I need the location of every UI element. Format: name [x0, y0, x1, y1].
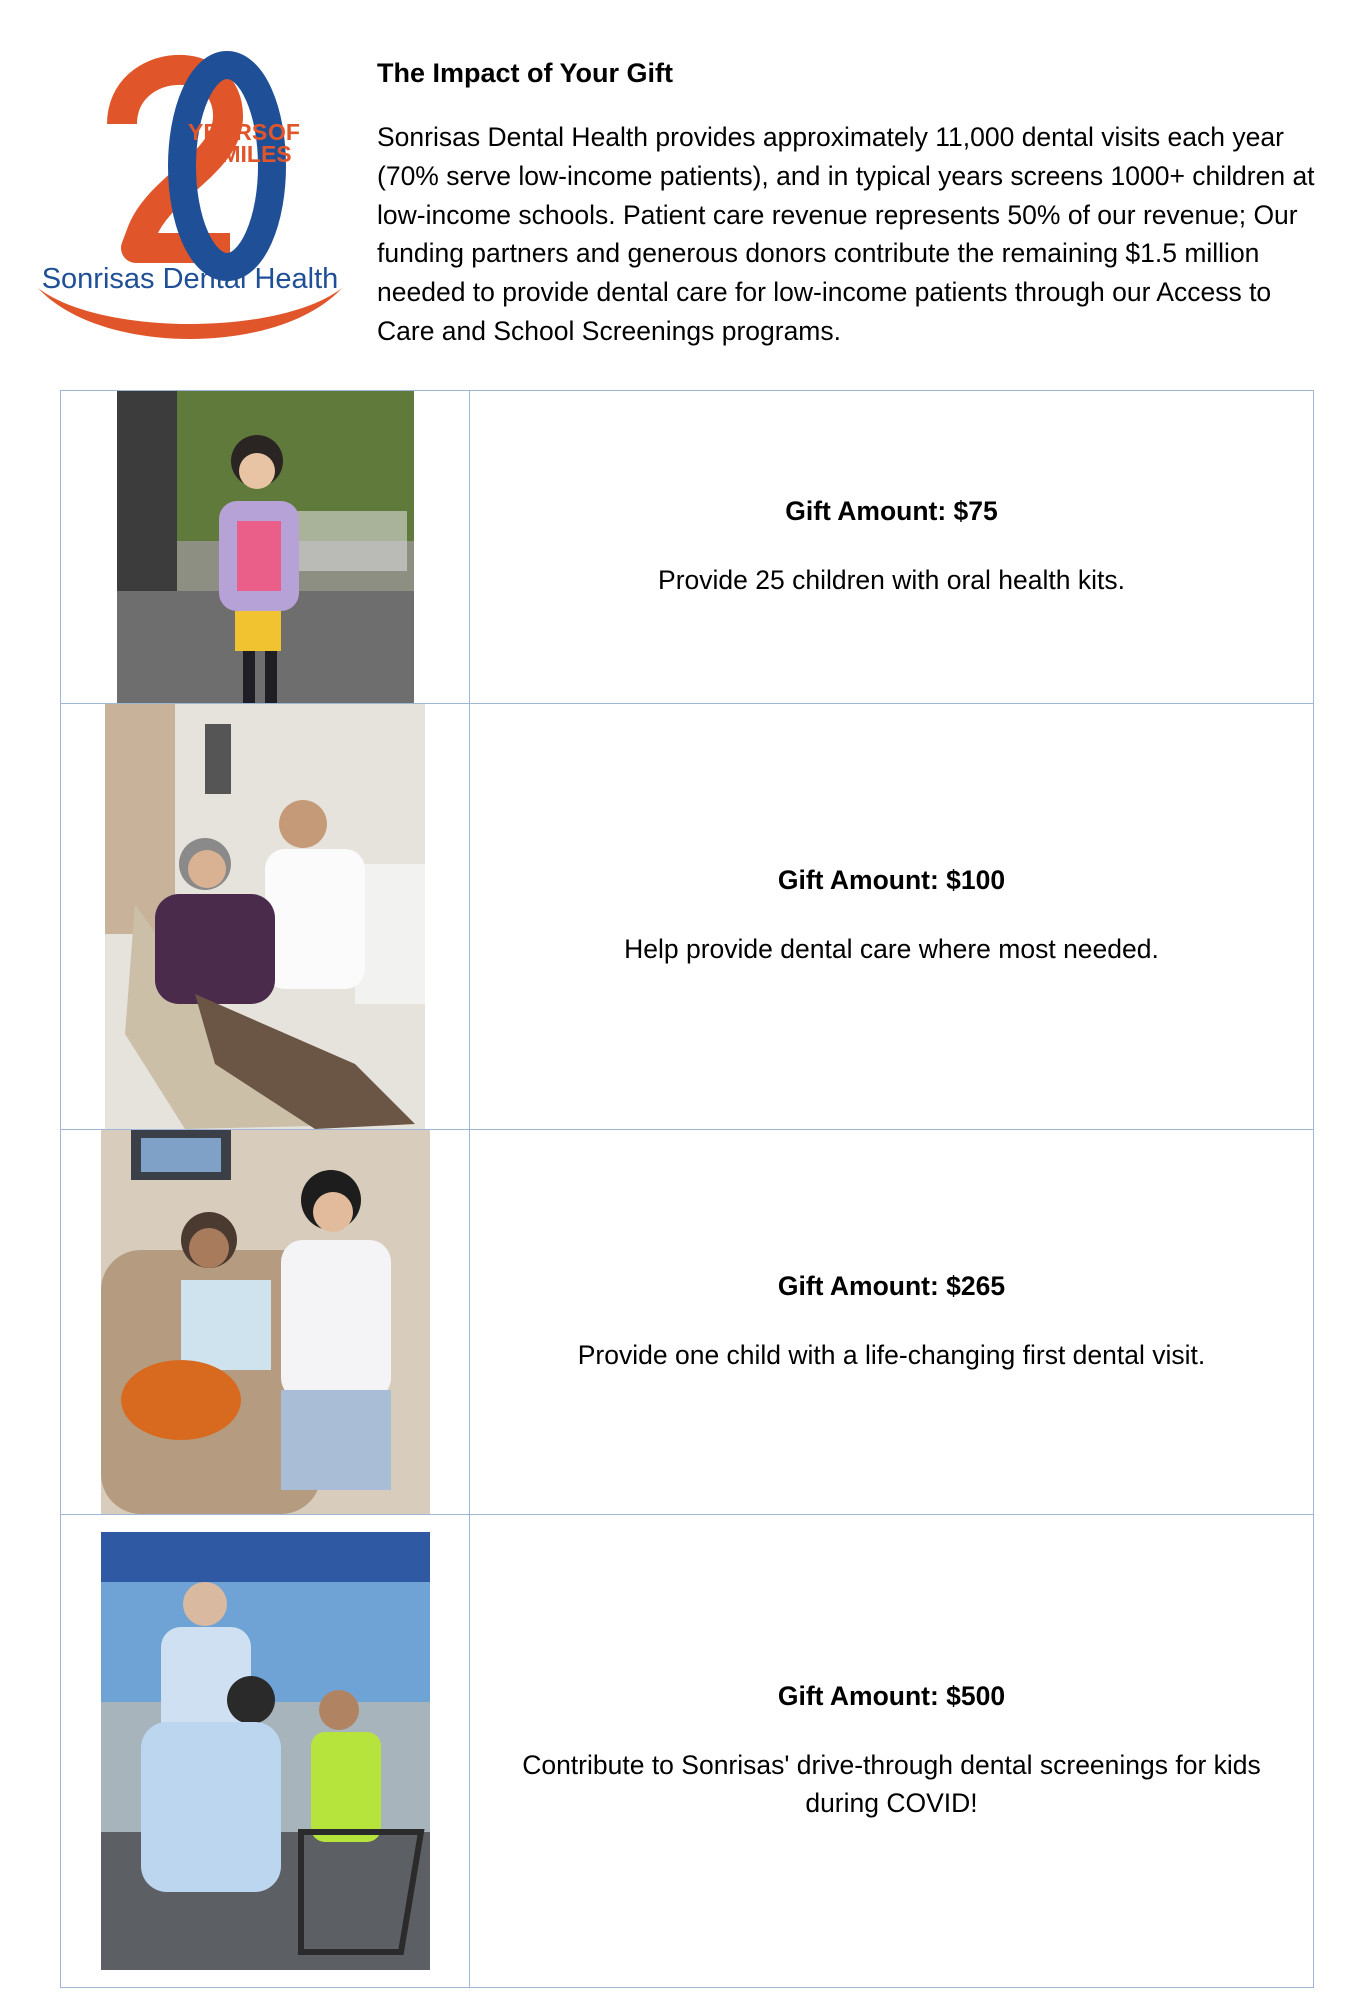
photo-cell: [61, 1515, 470, 1988]
intro-section: [377, 52, 1317, 351]
drive-through-dental-screening-photo: [101, 1532, 430, 1970]
gift-description: Help provide dental care where most needed.: [624, 934, 1159, 964]
dentist-with-senior-patient-photo: [105, 704, 425, 1129]
gift-cell: [470, 391, 1314, 704]
table-row: [61, 1130, 1314, 1515]
table-row: [61, 391, 1314, 704]
gift-amount-500: Gift Amount: $500: [777, 1680, 1006, 1711]
table-row: [61, 704, 1314, 1130]
intro-paragraph: Sonrisas Dental Health provides approximately 11,000 dental visits each year (70% serve low-income patients), and in typical years screens 1000+ children at low-income schools. Patient care revenue represents 50% of our revenue; Our funding partners and generous donors contribute the remaining $1.5 million needed to provide dental care for low-income patients through our Access to Care and School Screenings programs.: [377, 122, 1315, 346]
gift-cell: [470, 1515, 1314, 1988]
gift-description: Provide 25 children with oral health kits.: [658, 564, 1125, 595]
page-title: The Impact of Your Gift: [377, 58, 674, 88]
photo-cell: [61, 1130, 470, 1515]
child-with-oral-health-kit-photo: [117, 391, 414, 703]
gift-cell: [470, 704, 1314, 1130]
gift-impact-table: [60, 390, 1314, 1988]
logo-org-name: Sonrisas Dental Health: [41, 263, 339, 295]
logo-years-text: YEARS: [188, 119, 268, 145]
gift-description: Contribute to Sonrisas' drive-through dental screenings for kids during COVID!: [522, 1749, 1261, 1818]
gift-amount-75: Gift Amount: $75: [785, 495, 998, 526]
child-first-dental-visit-photo: [101, 1130, 430, 1514]
gift-description: Provide one child with a life-changing first dental visit.: [577, 1339, 1206, 1370]
gift-amount-100: Gift Amount: $100: [777, 865, 1006, 895]
logo-smiles-text: SMILES: [206, 141, 292, 167]
photo-cell: [61, 391, 470, 704]
photo-cell: [61, 704, 470, 1130]
sonrisas-20-years-logo: [30, 36, 350, 348]
gift-amount-265: Gift Amount: $265: [777, 1270, 1006, 1301]
logo-of-text: OF: [268, 119, 300, 145]
table-row: [61, 1515, 1314, 1988]
gift-cell: [470, 1130, 1314, 1515]
